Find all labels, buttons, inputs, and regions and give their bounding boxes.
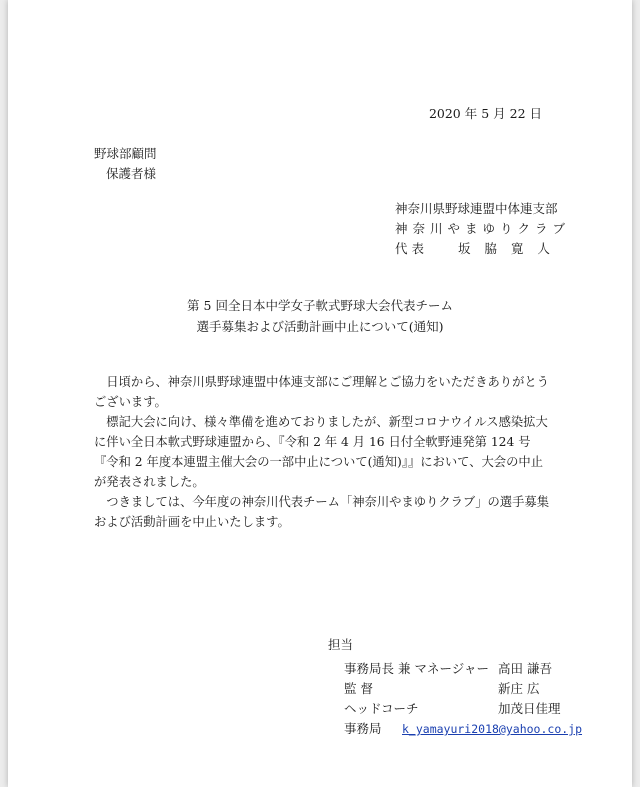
addressee-1: 野球部顧問 xyxy=(94,146,157,161)
contact-row xyxy=(344,679,540,699)
contact-role: 事務局長 兼 マネージャー xyxy=(344,661,489,676)
document-title-line-1: 第 5 回全日本中学女子軟式野球大会代表チーム xyxy=(187,298,453,313)
document-date: 2020 年 5 月 22 日 xyxy=(428,106,542,121)
contact-name: 新庄 広 xyxy=(498,681,540,696)
sender-org: 神奈川県野球連盟中体連支部 xyxy=(395,201,558,216)
contact-name: 加茂日佳理 xyxy=(498,701,561,716)
sender-representative xyxy=(395,239,570,259)
contact-role: 監 督 xyxy=(344,681,373,696)
body-paragraph: つきましては、今年度の神奈川代表チーム「神奈川やまゆりクラブ」の選手募集および活動計画を中止いたします。 xyxy=(94,495,549,529)
sender-block xyxy=(395,199,570,259)
document-page xyxy=(8,0,632,787)
document-title-line-2: 選手募集および活動計画中止について(通知) xyxy=(196,319,444,334)
document-body xyxy=(94,372,550,532)
body-paragraph: 日頃から、神奈川県野球連盟中体連支部にご理解とご協力をいただきありがとうございます。 xyxy=(94,375,549,409)
contact-name: 高田 謙吾 xyxy=(498,661,552,676)
sender-club: 神奈川やまゆりクラブ xyxy=(395,221,571,236)
contact-role: ヘッドコーチ xyxy=(344,701,419,716)
contact-row xyxy=(344,659,552,679)
contact-role: 事務局 xyxy=(344,721,382,736)
contact-block xyxy=(328,637,583,739)
rep-title: 代 表 xyxy=(395,241,424,256)
contact-email-link[interactable]: k_yamayuri2018@yahoo.co.jp xyxy=(402,722,583,736)
contact-row xyxy=(344,719,583,739)
rep-name: 坂 脇 寛 人 xyxy=(457,241,555,256)
contact-heading: 担当 xyxy=(328,637,354,652)
contact-row xyxy=(344,699,561,719)
addressee-2: 保護者様 xyxy=(106,166,157,181)
body-paragraph: 標記大会に向け、様々準備を進めておりましたが、新型コロナウイルス感染拡大に伴い全日本軟式野球連盟から、『令和 2 年 4 月 16 日付全軟野連発第 124 号 『令和 2 年度本連盟主催大会の一部中止について(通知)』』において、大会の中止が発表されました。 xyxy=(94,415,548,489)
